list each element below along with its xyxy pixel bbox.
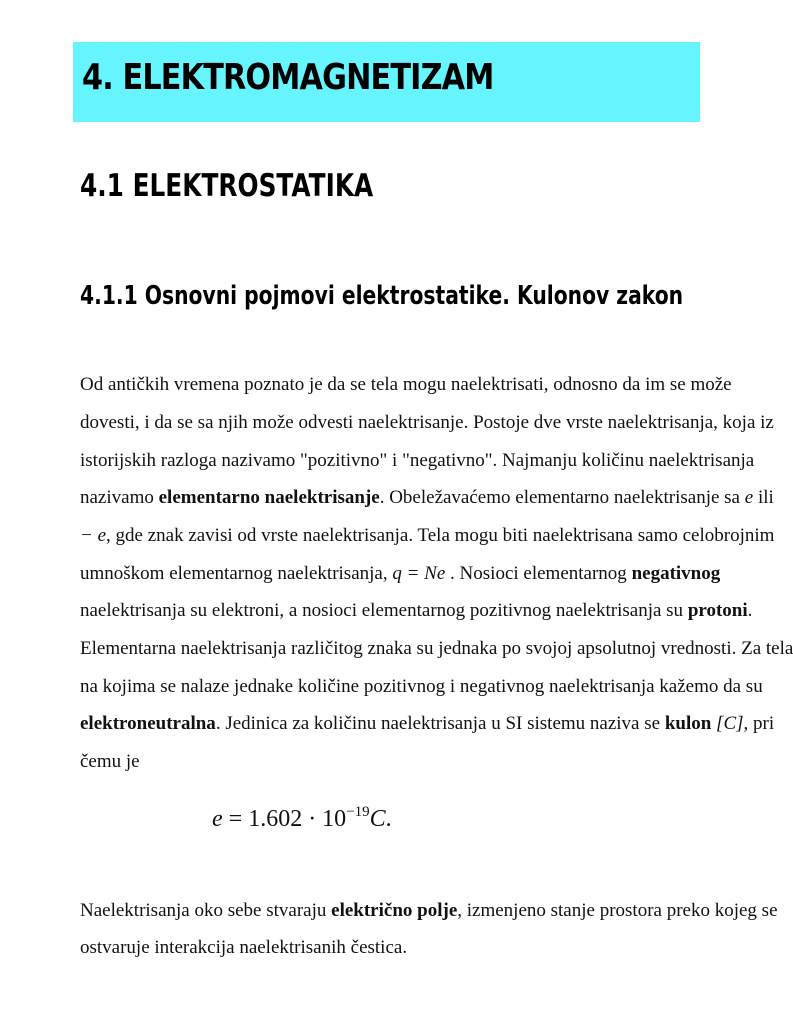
math-symbol-e: e	[744, 487, 754, 508]
text-line	[80, 709, 775, 739]
section-title: 4.1 ELEKTROSTATIKA	[80, 168, 374, 204]
text-span: umnoškom elementarnog naelektrisanja,	[80, 563, 388, 584]
chapter-title: 4. ELEKTROMAGNETIZAM	[82, 57, 494, 98]
text-line	[80, 559, 721, 589]
text-span: , gde znak zavisi od vrste naelektrisanja. Tela mogu biti naelektrisana samo celobrojnim	[106, 525, 775, 546]
text-line	[80, 521, 775, 551]
text-line	[80, 896, 778, 926]
text-line: Od antičkih vremena poznato je da se tela mogu naelektrisati, odnosno da im se može	[80, 374, 732, 395]
math-equation-q: q = Ne	[392, 563, 446, 584]
text-line	[80, 483, 774, 513]
text-span: , izmenjeno stanje prostora preko kojeg se	[457, 900, 778, 921]
text-span: naelektrisanja su elektroni, a nosioci elementarnog pozitivnog naelektrisanja su	[80, 600, 684, 621]
text-span: Naelektrisanja oko sebe stvaraju	[80, 900, 327, 921]
formula-period: .	[385, 806, 392, 832]
text-span: , pri	[743, 713, 775, 734]
text-line: istorijskih razloga nazivamo "pozitivno" i "negativno". Najmanju količinu naelektrisanja	[80, 450, 755, 471]
formula-value: = 1.602 · 10	[228, 806, 347, 832]
formula-unit: C	[369, 806, 386, 832]
text-line: čemu je	[80, 751, 140, 772]
subsection-title: 4.1.1 Osnovni pojmovi elektrostatike. Kulonov zakon	[80, 281, 684, 311]
text-line: Elementarna naelektrisanja različitog znaka su jednaka po svojoj apsolutnoj vrednosti. Za tela	[80, 638, 793, 659]
math-symbol-minus-e: − e	[80, 525, 107, 546]
unit-coulomb: [C]	[716, 713, 744, 734]
text-line	[80, 596, 753, 626]
text-span: .	[747, 600, 753, 621]
term-elektricno-polje: električno polje	[331, 900, 458, 921]
term-kulon: kulon	[664, 713, 712, 734]
term-protoni: protoni	[687, 600, 748, 621]
text-span: ili	[757, 487, 774, 508]
formula-exponent: −19	[346, 804, 370, 820]
text-span: . Obeležavaćemo elementarno naelektrisanje sa	[379, 487, 740, 508]
term-negativnog: negativnog	[631, 563, 721, 584]
text-line: ostvaruje interakcija naelektrisanih čestica.	[80, 937, 408, 958]
text-span: nazivamo	[80, 487, 154, 508]
text-line: dovesti, i da se sa njih može odvesti naelektrisanje. Postoje dve vrste naelektrisanja, koja iz	[80, 412, 774, 433]
text-span: . Nosioci elementarnog	[450, 563, 627, 584]
formula-symbol-e: e	[212, 806, 223, 832]
text-line: na kojima se nalaze jednake količine pozitivnog i negativnog naelektrisanja kažemo da su	[80, 676, 763, 697]
text-span: . Jedinica za količinu naelektrisanja u SI sistemu naziva se	[215, 713, 661, 734]
term-elementarno-naelektrisanje: elementarno naelektrisanje	[158, 487, 380, 508]
term-elektroneutralna: elektroneutralna	[80, 713, 216, 734]
elementary-charge-formula	[212, 804, 392, 833]
